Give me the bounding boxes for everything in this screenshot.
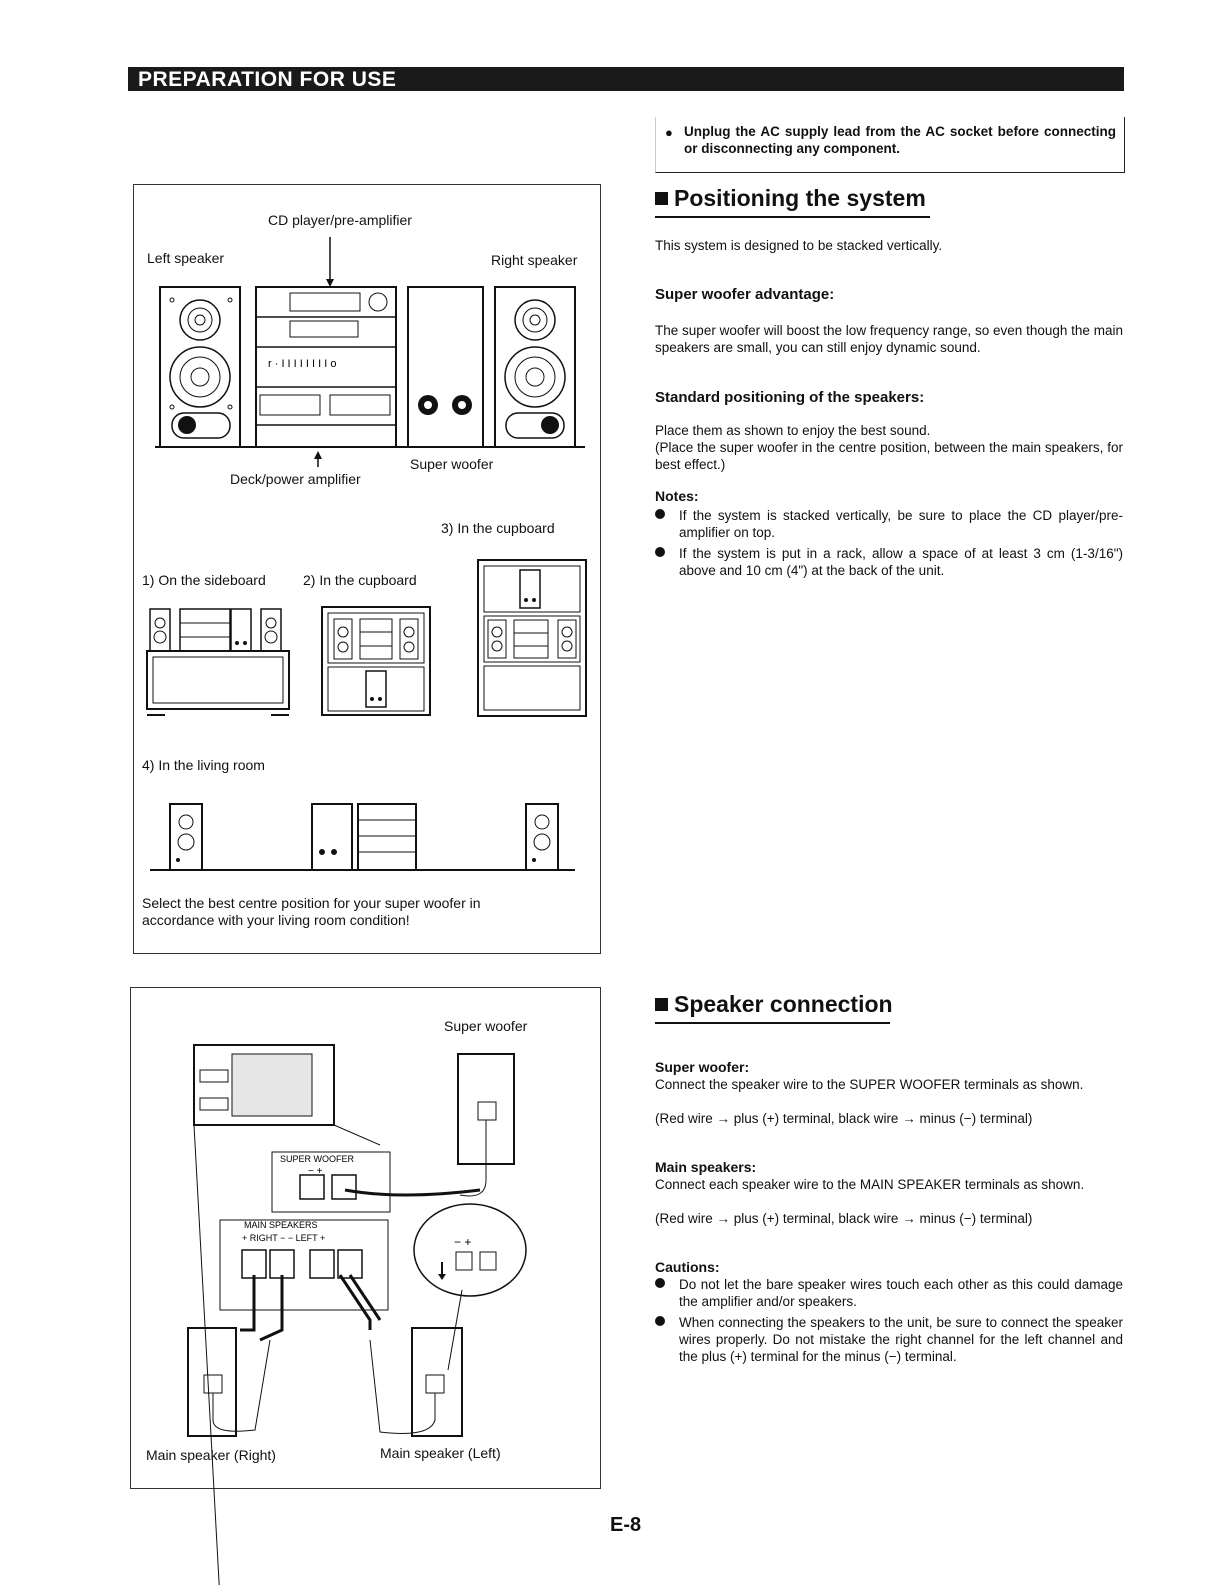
bullet-icon — [655, 509, 665, 519]
standard-text-2: (Place the super woofer in the centre position, between the main speakers, for best effect.) — [655, 440, 1123, 472]
stacked-system-illustration — [150, 235, 590, 460]
left-speaker-label: Left speaker — [147, 250, 225, 266]
section-header-bar — [128, 67, 1124, 91]
option-4-label: 4) In the living room — [142, 757, 265, 773]
super-woofer-heading: Super woofer advantage: — [655, 286, 835, 303]
positioning-intro: This system is designed to be stacked vertically. — [655, 238, 943, 253]
option-1-label: 1) On the sideboard — [142, 572, 266, 588]
sw-connection-text: Connect the speaker wire to the SUPER WOOFER terminals as shown. — [655, 1077, 1084, 1092]
cupboard-illustration — [320, 605, 435, 720]
sw-connection-heading: Super woofer: — [655, 1059, 750, 1075]
sideboard-illustration — [145, 605, 295, 720]
svg-text:r · I I I I I I I I o: r · I I I I I I I I o — [268, 358, 337, 370]
positioning-underline — [655, 216, 930, 218]
deck-label: Deck/power amplifier — [230, 471, 361, 487]
standard-positioning-heading: Standard positioning of the speakers: — [655, 389, 925, 406]
caution-item: Do not let the bare speaker wires touch each other as this could damage the amplifier and/or speakers. — [655, 1276, 1123, 1310]
main-speaker-left-label: Main speaker (Left) — [380, 1445, 501, 1461]
main-speaker-right-label: Main speaker (Right) — [146, 1447, 276, 1463]
right-speaker-label: Right speaker — [491, 252, 578, 268]
bullet-icon: ● — [665, 125, 673, 140]
sw-polarity-label: − + — [308, 1166, 323, 1177]
main-connection-text: Connect each speaker wire to the MAIN SPEAKER terminals as shown. — [655, 1177, 1085, 1192]
speaker-connection-underline — [655, 1022, 890, 1024]
cd-player-label: CD player/pre-amplifier — [268, 212, 412, 228]
notes-heading: Notes: — [655, 488, 699, 504]
main-terminal-label: MAIN SPEAKERS — [244, 1220, 318, 1230]
tall-cupboard-illustration — [474, 558, 589, 720]
note-item: If the system is put in a rack, allow a space of at least 3 cm (1-3/16") above and 10 cm (4") at the back of the unit. — [655, 545, 1123, 579]
option-3-label: 3) In the cupboard — [441, 520, 555, 536]
sw-terminal-label: SUPER WOOFER — [280, 1154, 355, 1164]
positioning-title: Positioning the system — [655, 185, 926, 212]
cautions-heading: Cautions: — [655, 1259, 720, 1275]
standard-text-1: Place them as shown to enjoy the best sound. — [655, 423, 931, 438]
detail-polarity-label: − + — [454, 1235, 472, 1249]
wiring-illustration — [180, 1040, 560, 1440]
main-connection-heading: Main speakers: — [655, 1159, 757, 1175]
page-number: E-8 — [610, 1514, 642, 1536]
square-bullet-icon — [655, 998, 668, 1011]
note-item: If the system is stacked vertically, be sure to place the CD player/pre-amplifier on top. — [655, 507, 1123, 541]
caution-item: When connecting the speakers to the unit, be sure to connect the speaker wires properly. Do not mistake the right channel for the left channel and the plus (+) terminal for the minus (−) terminal. — [655, 1314, 1123, 1365]
main-polarity-label: + RIGHT − − LEFT + — [242, 1233, 326, 1243]
super-woofer-text: The super woofer will boost the low frequency range, so even though the main speakers are small, you can still enjoy dynamic sound. — [655, 323, 1123, 355]
bullet-icon — [655, 547, 665, 557]
figure1-caption: Select the best centre position for your super woofer in accordance with your living room condition! — [142, 895, 481, 928]
sw-connection-wires: (Red wire → plus (+) terminal, black wire → minus (−) terminal) — [655, 1111, 1033, 1126]
section-header-title: PREPARATION FOR USE — [138, 68, 397, 91]
main-connection-wires: (Red wire → plus (+) terminal, black wire → minus (−) terminal) — [655, 1211, 1033, 1226]
super-woofer-label: Super woofer — [444, 1018, 528, 1034]
warning-box — [655, 117, 1125, 173]
bullet-icon — [655, 1316, 665, 1326]
warning-text: Unplug the AC supply lead from the AC socket before connecting or disconnecting any component. — [684, 124, 1116, 156]
option-2-label: 2) In the cupboard — [303, 572, 417, 588]
super-woofer-label: Super woofer — [410, 456, 494, 472]
living-room-illustration — [150, 800, 580, 878]
bullet-icon — [655, 1278, 665, 1288]
speaker-connection-title: Speaker connection — [655, 991, 893, 1018]
square-bullet-icon — [655, 192, 668, 205]
